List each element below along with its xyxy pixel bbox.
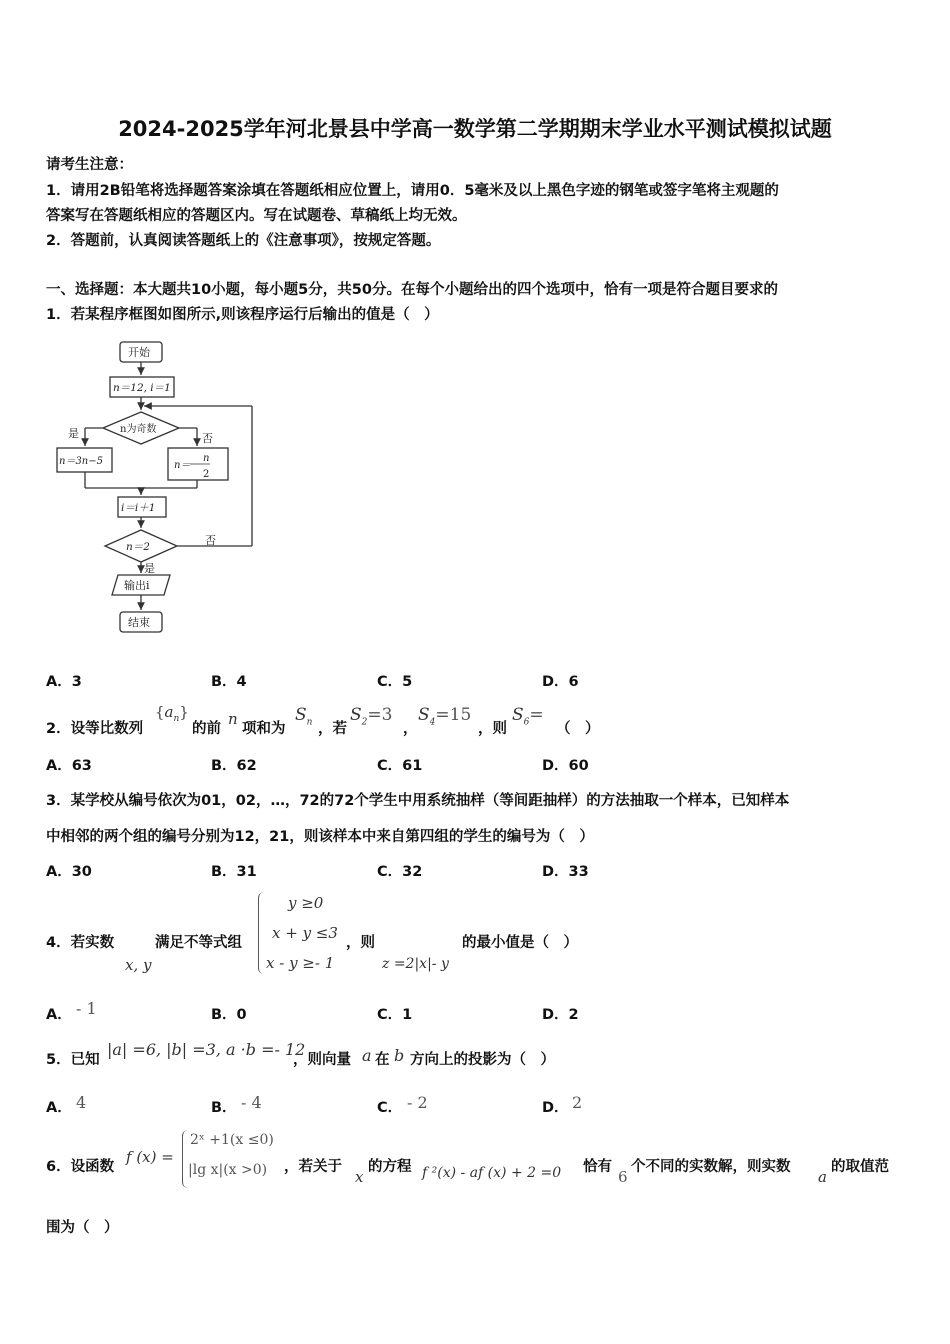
q2-option-d[interactable]: D．60 bbox=[542, 758, 589, 774]
q4-option-a[interactable]: A． bbox=[46, 1007, 72, 1023]
q5-option-d[interactable]: D． bbox=[542, 1100, 569, 1116]
q6-text-5: 个不同的实数解，则实数 bbox=[631, 1159, 791, 1175]
q2-condition-1: $S_2=3$ bbox=[350, 705, 393, 728]
q3-line-1: 3．某学校从编号依次为01，02，…，72的72个学生中用系统抽样（等间距抽样）的方法抽取一个样本，已知样本 bbox=[46, 793, 790, 809]
q6-line-2: 围为（ ） bbox=[46, 1220, 119, 1236]
flowchart bbox=[40, 330, 280, 640]
q2-text-3: 项和为 bbox=[242, 721, 286, 737]
q6-text-1: 6．设函数 bbox=[46, 1159, 115, 1175]
flow-end-text: 结束 bbox=[128, 616, 150, 629]
q2-ask: $S_6=$ bbox=[512, 705, 544, 728]
q6-equation: f ²(x) - af (x) + 2 =0 bbox=[422, 1165, 562, 1181]
q6-text-6: 的取值范 bbox=[831, 1159, 889, 1175]
flow-init-text: n＝12, i＝1 bbox=[113, 382, 171, 394]
q5-option-b[interactable]: B． bbox=[211, 1100, 237, 1116]
flow-inc-text: i＝i＋1 bbox=[121, 502, 156, 514]
flow-yes-label: 是 bbox=[68, 427, 79, 440]
q5-text-2: ，则向量 bbox=[293, 1052, 351, 1068]
flow-right-lhs: n＝ bbox=[174, 460, 191, 471]
q4-vars: x, y bbox=[125, 956, 152, 974]
q4-text-4: 的最小值是（ ） bbox=[462, 935, 578, 951]
q1-option-d[interactable]: D．6 bbox=[542, 674, 579, 690]
flow-left-text: n＝3n−5 bbox=[59, 456, 103, 467]
notice-line-1: 1．请用2B铅笔将选择题答案涂填在答题纸相应位置上，请用0．5毫米及以上黑色字迹的钢笔或签字笔将主观题的 bbox=[46, 183, 779, 199]
q3-option-c[interactable]: C．32 bbox=[377, 864, 423, 880]
flow-no2-label: 否 bbox=[205, 534, 216, 547]
q2-sum-symbol: $S_n$ bbox=[295, 705, 313, 728]
q4-text-3: ，则 bbox=[346, 935, 375, 951]
q5-text-3: 在 bbox=[375, 1052, 390, 1068]
section-heading: 一、选择题：本大题共10小题，每小题5分，共50分。在每个小题给出的四个选项中，恰有一项是符合题目要求的 bbox=[46, 282, 778, 298]
q1-option-c[interactable]: C．5 bbox=[377, 674, 413, 690]
q2-text-4: ，若 bbox=[318, 721, 347, 737]
q5-option-d-value: 2 bbox=[572, 1093, 583, 1112]
q6-a: a bbox=[818, 1168, 827, 1186]
q2-text-6: （ ） bbox=[556, 721, 600, 737]
page-title: 2024-2025学年河北景县中学高一数学第二学期期末学业水平测试模拟试题 bbox=[118, 117, 832, 141]
q5-vector-b: b bbox=[394, 1046, 405, 1065]
q6-case-2: |lg x|(x >0) bbox=[188, 1162, 268, 1178]
q6-piecewise-brace bbox=[182, 1130, 189, 1188]
flow-right-den: 2 bbox=[203, 469, 210, 480]
q4-ineq-1: y ≥0 bbox=[288, 894, 324, 912]
q5-option-c[interactable]: C． bbox=[377, 1100, 403, 1116]
q5-option-a-value: 4 bbox=[76, 1093, 87, 1112]
q3-line-2: 中相邻的两个组的编号分别为12，21，则该样本中来自第四组的学生的编号为（ ） bbox=[46, 829, 594, 845]
notice-line-2: 答案写在答题纸相应的答题区内。写在试题卷、草稿纸上均无效。 bbox=[46, 208, 467, 224]
q6-text-4: 恰有 bbox=[583, 1159, 612, 1175]
flow-start-text: 开始 bbox=[128, 346, 150, 359]
question-1-stem: 1．若某程序框图如图所示,则该程序运行后输出的值是（ ） bbox=[46, 307, 439, 323]
q6-text-3: 的方程 bbox=[368, 1159, 412, 1175]
q2-text-1: 2．设等比数列 bbox=[46, 721, 144, 737]
q4-text-2: 满足不等式组 bbox=[155, 935, 242, 951]
q5-vector-a: a bbox=[362, 1046, 372, 1065]
flow-no-label: 否 bbox=[202, 432, 213, 445]
q5-option-a[interactable]: A． bbox=[46, 1100, 72, 1116]
q2-option-c[interactable]: C．61 bbox=[377, 758, 423, 774]
q3-option-a[interactable]: A．30 bbox=[46, 864, 92, 880]
notice-heading: 请考生注意： bbox=[46, 157, 133, 173]
q6-text-2: ，若关于 bbox=[284, 1159, 342, 1175]
q4-ineq-2: x + y ≤3 bbox=[272, 924, 338, 942]
notice-line-3: 2．答题前，认真阅读答题纸上的《注意事项》，按规定答题。 bbox=[46, 233, 441, 249]
flow-cond2-text: n＝2 bbox=[126, 541, 150, 553]
q2-text-2: 的前 bbox=[192, 721, 221, 737]
q5-given: |a| =6, |b| =3, a ·b =- 12 bbox=[107, 1040, 306, 1059]
q6-six: 6 bbox=[618, 1168, 628, 1186]
q1-option-a[interactable]: A．3 bbox=[46, 674, 82, 690]
q3-option-d[interactable]: D．33 bbox=[542, 864, 589, 880]
q4-option-a-value: - 1 bbox=[76, 999, 97, 1018]
flow-right-num: n bbox=[203, 453, 210, 464]
q5-option-b-value: - 4 bbox=[241, 1093, 262, 1112]
q2-n: n bbox=[228, 710, 238, 728]
q4-option-b[interactable]: B．0 bbox=[211, 1007, 247, 1023]
q5-text-1: 5．已知 bbox=[46, 1052, 100, 1068]
q5-option-c-value: - 2 bbox=[407, 1093, 428, 1112]
flow-cond-text: n为奇数 bbox=[120, 424, 157, 435]
q5-text-4: 方向上的投影为（ ） bbox=[410, 1052, 555, 1068]
q4-option-d[interactable]: D．2 bbox=[542, 1007, 579, 1023]
q3-option-b[interactable]: B．31 bbox=[211, 864, 257, 880]
q2-separator: ， bbox=[403, 721, 418, 737]
q4-ineq-3: x - y ≥- 1 bbox=[266, 954, 335, 972]
q4-text-1: 4．若实数 bbox=[46, 935, 115, 951]
q6-function-lhs: f (x) = bbox=[126, 1148, 174, 1166]
flow-yes2-label: 是 bbox=[144, 562, 155, 575]
q2-option-b[interactable]: B．62 bbox=[211, 758, 257, 774]
q4-objective: z =2|x|- y bbox=[382, 956, 449, 972]
q2-condition-2: $S_4=15$ bbox=[418, 705, 472, 728]
flow-output-text: 输出i bbox=[124, 579, 150, 592]
q1-option-b[interactable]: B．4 bbox=[211, 674, 247, 690]
q6-x: x bbox=[355, 1168, 364, 1186]
q2-sequence: $\{a_n\}$ bbox=[155, 703, 189, 724]
q4-option-c[interactable]: C．1 bbox=[377, 1007, 413, 1023]
q2-option-a[interactable]: A．63 bbox=[46, 758, 92, 774]
q6-case-1: 2ˣ +1(x ≤0) bbox=[190, 1132, 274, 1148]
q2-text-5: ，则 bbox=[478, 721, 507, 737]
